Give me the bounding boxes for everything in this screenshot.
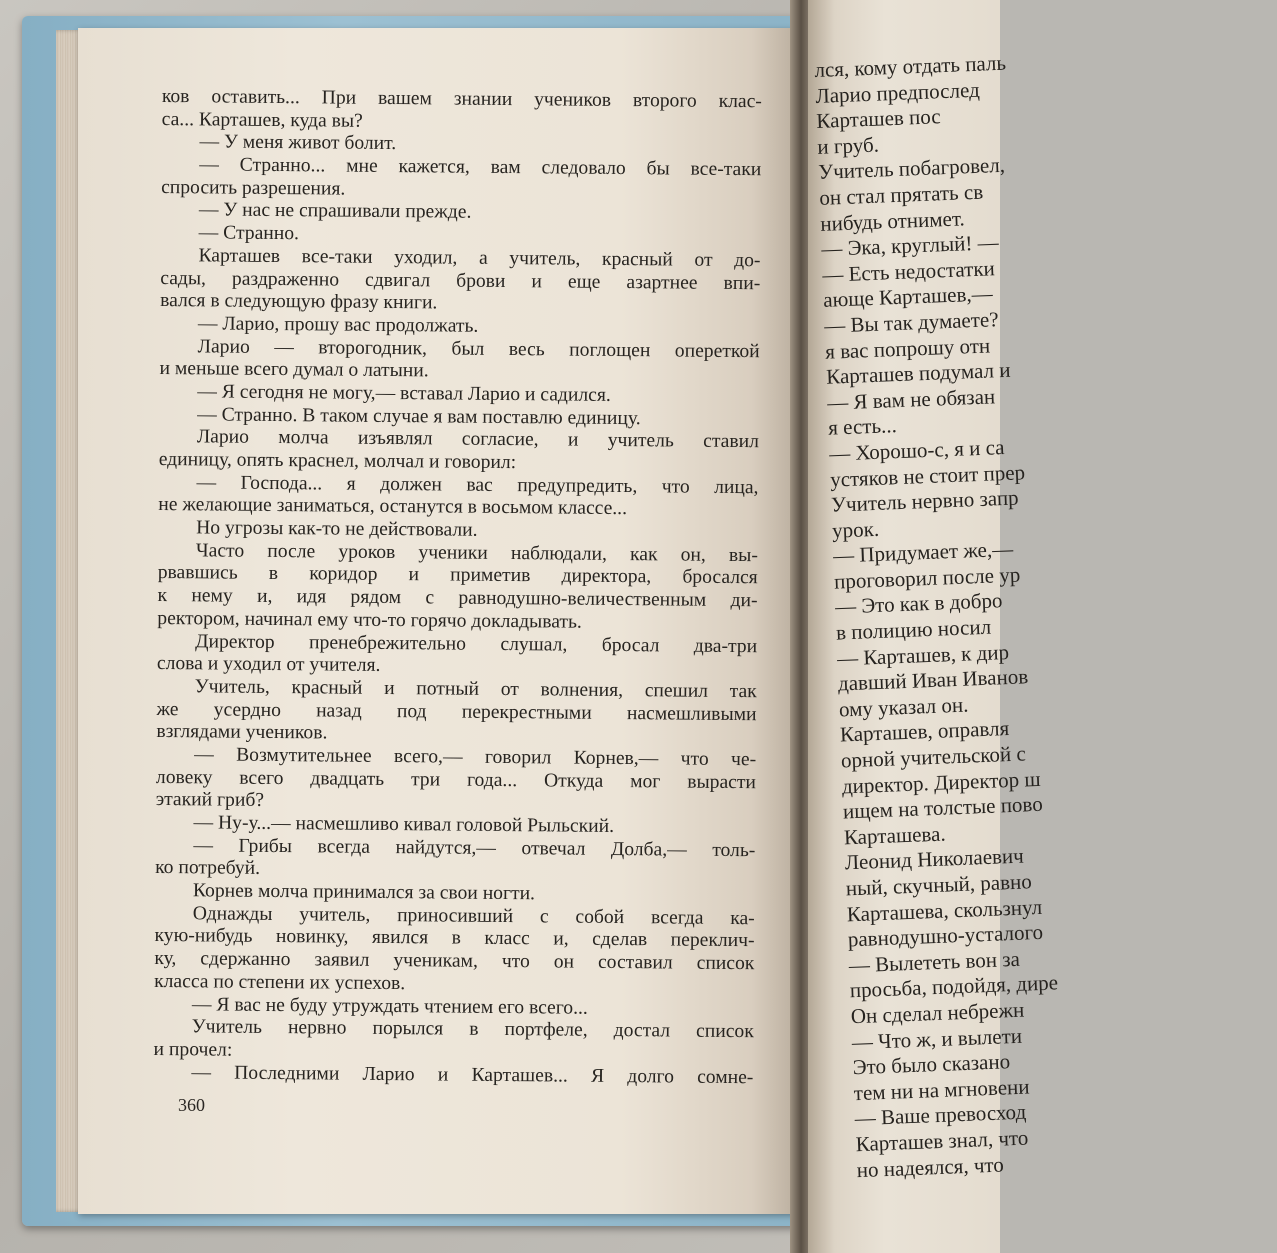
text-line: ающе Карташев,— xyxy=(822,281,994,313)
left-page-text xyxy=(153,86,762,1089)
text-line: — Последними Ларио и Карташев... Я долго сомне- xyxy=(191,1061,754,1088)
text-line: ный, скучный, равно xyxy=(845,869,1033,901)
text-line: и груб. xyxy=(816,132,880,159)
text-line: Карташев пос xyxy=(815,104,942,134)
text-line: — Ларио, прошу вас продолжать. xyxy=(197,313,479,337)
text-line: я есть... xyxy=(827,413,898,441)
text-line: — Ну-у...— насмешливо кивал головой Рыльский. xyxy=(193,812,615,837)
text-line: Леонид Николаевич xyxy=(844,843,1025,875)
text-line: рвавшись в коридор и приметив директора, бросался xyxy=(157,562,758,589)
text-line: не желающие заниматься, останутся в восьмом классе... xyxy=(158,494,628,520)
text-line: он стал прятать св xyxy=(818,179,984,210)
text-line: тем ни на мгновени xyxy=(853,1074,1030,1105)
text-line: устяков не стоит прер xyxy=(829,459,1026,492)
text-line: Часто после уроков ученики наблюдали, как он, вы- xyxy=(195,540,759,566)
text-line: — У меня живот болит. xyxy=(199,131,397,155)
text-line: урок. xyxy=(831,516,880,543)
text-line: Учитель нервно запр xyxy=(830,485,1020,517)
text-line: слова и уходил от учителя. xyxy=(156,653,381,677)
text-line: — Грибы всегда найдутся,— отвечал Долба,— толь- xyxy=(193,834,756,861)
text-line: — Карташев, к дир xyxy=(836,639,1010,671)
text-line: директор. Директор ш xyxy=(841,766,1041,799)
text-line: Но угрозы как-то не действовали. xyxy=(196,517,478,541)
text-line: Директор пренебрежительно слушал, бросал два-три xyxy=(195,630,758,657)
text-line: ому указал он. xyxy=(838,692,969,722)
right-page xyxy=(808,0,1059,1253)
text-line: — Эка, круглый! — xyxy=(820,230,1000,262)
text-line: — Ваше превосход xyxy=(854,1099,1027,1131)
text-line: — Хорошо-с, я и са xyxy=(828,434,1005,466)
text-line: Учитель, красный и потный от волнения, спешил так xyxy=(194,676,757,703)
text-line: — Придумает же,— xyxy=(832,537,1014,568)
text-line: — Что ж, и вылети xyxy=(851,1023,1023,1054)
text-line: Карташев все-таки уходил, а учитель, красный от до- xyxy=(198,245,761,272)
text-line: я вас попрошу отн xyxy=(824,332,991,364)
text-line: са... Карташев, куда вы? xyxy=(161,108,363,132)
text-line: — Господа... я должен вас предупредить, что лица, xyxy=(196,472,759,498)
text-line: ко потребуй. xyxy=(155,857,261,880)
text-line: единицу, опять краснел, молчал и говорил: xyxy=(158,448,517,474)
text-line: ков оставить... При вашем знании учеников второго клас- xyxy=(161,86,762,113)
text-line: — Вы так думаете? xyxy=(823,307,999,338)
text-line: но надеялся, что xyxy=(856,1152,1005,1182)
text-line: и прочел: xyxy=(153,1038,233,1061)
right-page-text xyxy=(814,42,1277,1183)
text-line: — Есть недостатки xyxy=(821,255,996,287)
text-line: к нему и, идя рядом с равнодушно-величественным ди- xyxy=(157,585,758,612)
text-line: — Вылететь вон за xyxy=(848,946,1021,978)
text-line: равнодушно-усталого xyxy=(847,920,1044,952)
text-line: сады, раздраженно сдвигал брови и еще азартнее впи- xyxy=(160,267,761,294)
text-line: этакий гриб? xyxy=(155,789,265,812)
text-line: ловеку всего двадцать три года... Откуда мог вырасти xyxy=(155,766,757,793)
text-line: Карташева, скользнул xyxy=(846,894,1043,926)
text-line: лся, кому отдать паль xyxy=(814,50,1007,82)
text-line: и меньше всего думал о латыни. xyxy=(159,358,429,382)
page-number: 360 xyxy=(178,1095,205,1115)
text-line: Карташев знал, что xyxy=(855,1125,1029,1157)
text-line: — Странно... мне кажется, вам следовало бы все-таки xyxy=(199,154,762,181)
text-line: — Возмутительнее всего,— говорил Корнев,— что че- xyxy=(194,744,757,771)
text-line: — Это как в добро xyxy=(834,588,1003,620)
text-line: Ларио — второгодник, был весь поглощен опереткой xyxy=(197,335,760,362)
text-line: в полицию носил xyxy=(835,614,992,645)
text-line: кую-нибудь новинку, явился в класс и, сделав переклич- xyxy=(154,925,755,952)
text-line: взглядами учеников. xyxy=(156,721,328,744)
text-line: — Я вам не обязан xyxy=(826,384,996,415)
text-line: Ларио молча изъявлял согласие, и учитель ставил xyxy=(196,426,760,453)
text-line: — Странно. В таком случае я вам поставлю единицу. xyxy=(197,403,641,429)
text-line: же усердно назад под перекрестными насмешливыми xyxy=(156,698,757,725)
text-line: Ларио предпослед xyxy=(814,77,981,108)
text-line: спросить разрешения. xyxy=(161,176,346,200)
text-line: класса по степени их успехов. xyxy=(154,970,406,994)
text-line: Однажды учитель, приносивший с собой всегда ка- xyxy=(192,903,755,929)
text-line: Корнев молча принимался за свои ногти. xyxy=(192,880,536,905)
text-line: ищем на толстые пово xyxy=(842,791,1044,824)
text-line: Карташев подумал и xyxy=(825,357,1011,389)
text-line: — Я вас не буду утруждать чтением его всего... xyxy=(191,993,588,1019)
text-line: Учитель побагровел, xyxy=(817,153,1006,185)
text-line: просьба, подойдя, дире xyxy=(849,970,1059,1003)
text-line: орной учительской с xyxy=(840,741,1027,773)
text-line: — Я сегодня не могу,— вставал Ларио и садился. xyxy=(197,381,611,406)
text-line: Он сделал небрежн xyxy=(850,997,1025,1029)
text-line: ректором, начинал ему что-то горячо докладывать. xyxy=(157,607,582,633)
text-line: вался в следующую фразу книги. xyxy=(160,290,438,314)
text-line: Это было сказано xyxy=(852,1049,1011,1080)
text-line: ку, сдержанно заявил ученикам, что он составил список xyxy=(154,948,755,975)
text-line: — Странно. xyxy=(198,222,300,245)
text-line: проговорил после ур xyxy=(833,562,1021,594)
text-line: нибудь отнимет. xyxy=(819,205,966,236)
text-line: Карташева. xyxy=(843,821,947,850)
text-line: Карташев, оправля xyxy=(839,716,1010,747)
text-line: давший Иван Иванов xyxy=(837,664,1029,696)
text-line: Учитель нервно порылся в портфеле, достал список xyxy=(191,1016,754,1043)
text-line: — У нас не спрашивали прежде. xyxy=(198,199,472,224)
